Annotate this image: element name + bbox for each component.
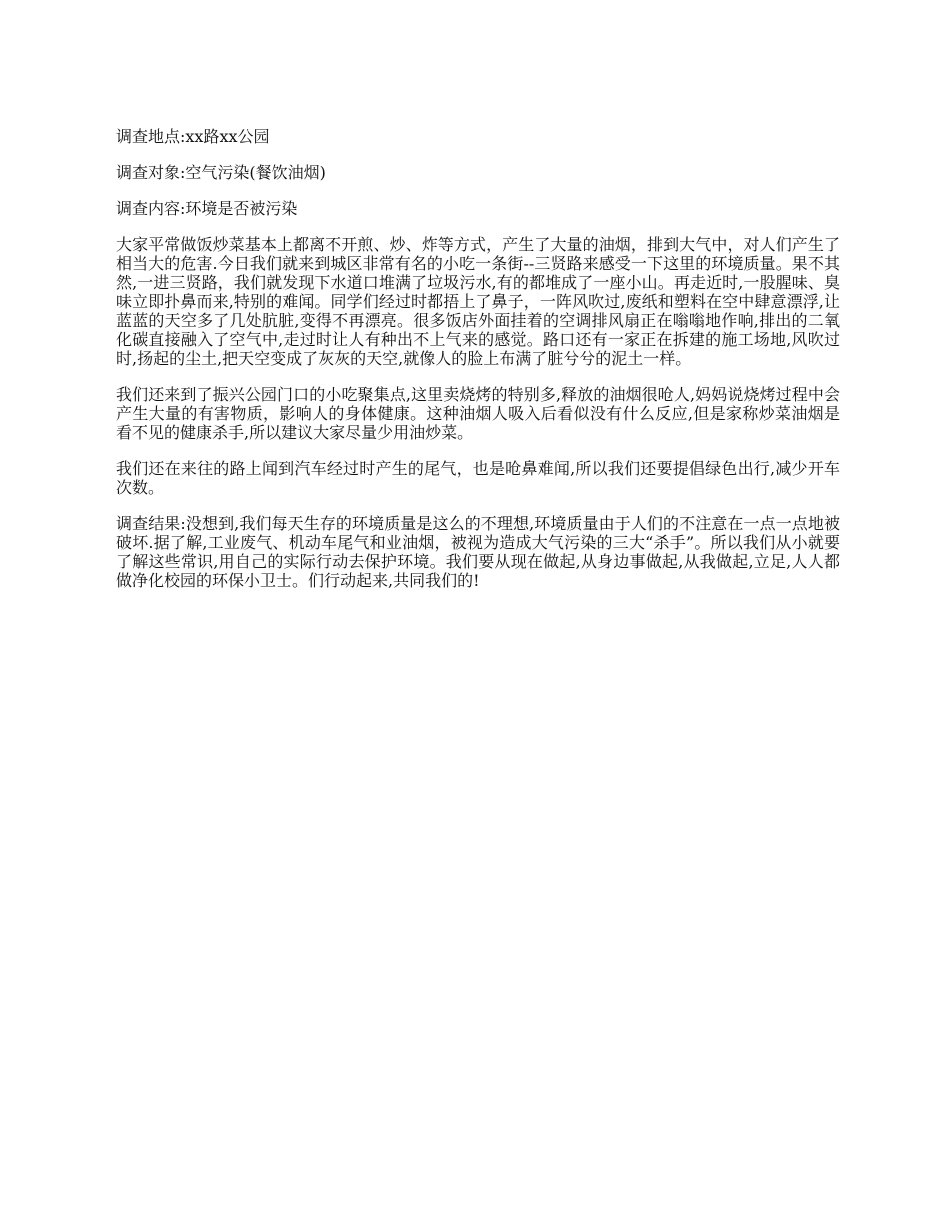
document-page — [116, 127, 840, 607]
survey-content: 调查内容:环境是否被污染 — [116, 199, 298, 218]
body-paragraph-park: 我们还来到了振兴公园门口的小吃聚集点,这里卖烧烤的特别多,释放的油烟很呛人,妈妈说烧烤过程中会产生大量的有害物质，影响人的身体健康。这种油烟人吸入后看似没有什么反应,但是家称炒菜油烟是看不见的健康杀手,所以建议大家尽量少用油炒菜。 — [116, 385, 840, 442]
body-paragraph-street: 大家平常做饭炒菜基本上都离不开煎、炒、炸等方式，产生了大量的油烟，排到大气中，对人们产生了相当大的危害.今日我们就来到城区非常有名的小吃一条街--三贤路来感受一下这里的环境质量。果不其然,一进三贤路，我们就发现下水道口堆满了垃圾污水,有的都堆成了一座小山。再走近时,一股腥味、臭味立即扑鼻而来,特别的难闻。同学们经过时都捂上了鼻子，一阵风吹过,废纸和塑料在空中肆意漂浮,让蓝蓝的天空多了几处肮脏,变得不再漂亮。很多饭店外面挂着的空调排风扇正在嗡嗡地作响,排出的二氧化碳直接融入了空气中,走过时让人有种出不上气来的感觉。路口还有一家正在拆建的施工场地,风吹过时,扬起的尘土,把天空变成了灰灰的天空,就像人的脸上布满了脏兮兮的泥土一样。 — [116, 235, 840, 368]
body-paragraph-conclusion: 调查结果:没想到,我们每天生存的环境质量是这么的不理想,环境质量由于人们的不注意在一点一点地被破坏.据了解,工业废气、机动车尾气和业油烟，被视为造成大气污染的三大“杀手”。所以我们从小就要了解这些常识,用自己的实际行动去保护环境。我们要从现在做起,从身边事做起,从我做起,立足,人人都做净化校园的环保小卫士。们行动起来,共同我们的! — [116, 514, 840, 590]
survey-location: 调查地点:xx路xx公园 — [116, 127, 270, 146]
survey-subject: 调查对象:空气污染(餐饮油烟) — [116, 163, 326, 182]
body-paragraph-exhaust: 我们还在来往的路上闻到汽车经过时产生的尾气，也是呛鼻难闻,所以我们还要提倡绿色出行,减少开车次数。 — [116, 459, 840, 497]
